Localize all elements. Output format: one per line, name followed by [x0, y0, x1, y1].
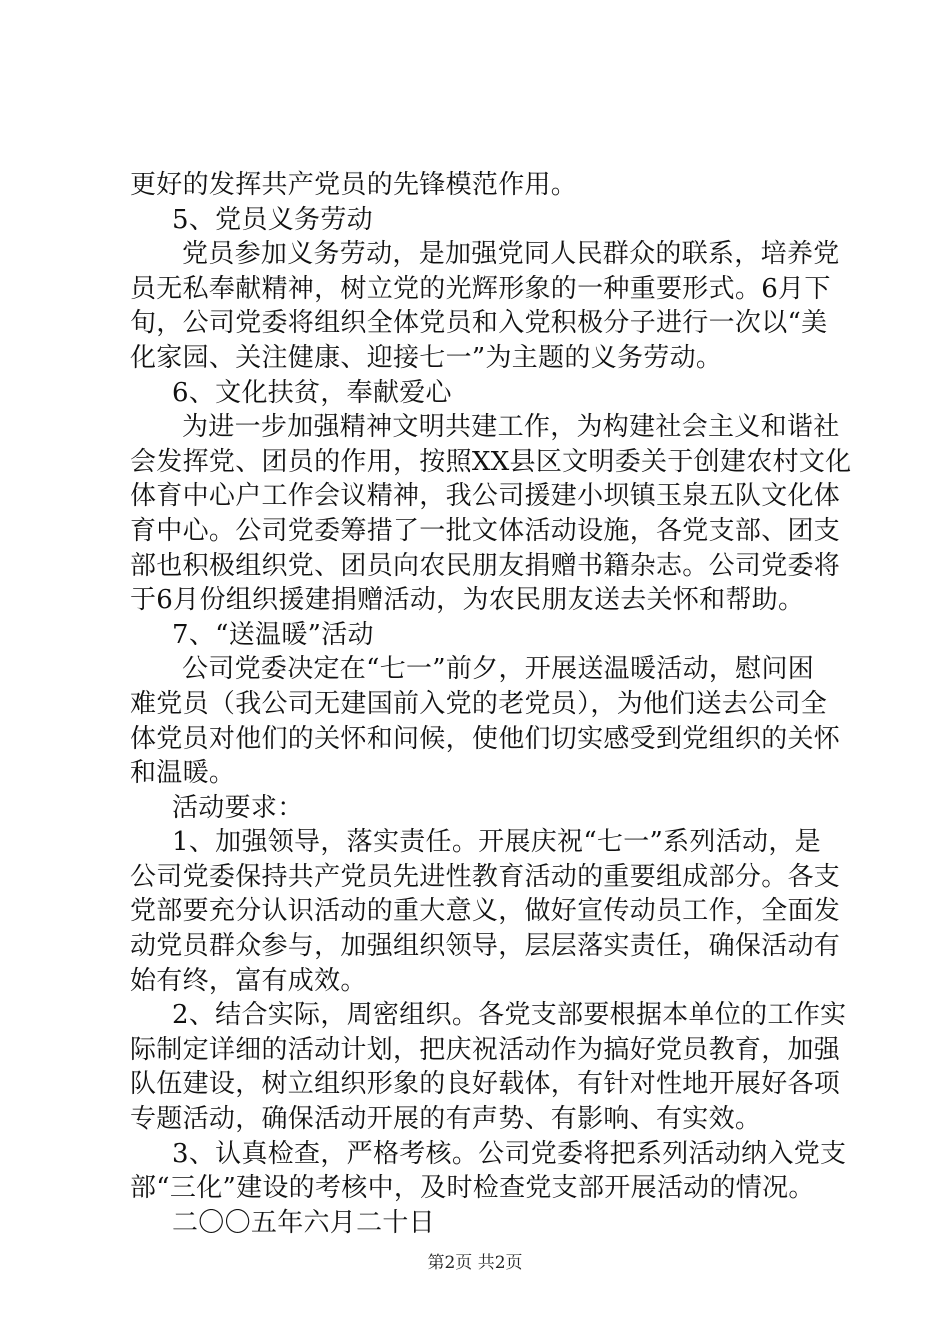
- text-line: 6、文化扶贫，奉献爱心: [172, 377, 452, 408]
- text-line: 专题活动，确保活动开展的有声势、有影响、有实效。: [130, 1104, 762, 1135]
- text-line: 2、结合实际，周密组织。各党支部要根据本单位的工作实: [172, 1000, 847, 1031]
- text-line: 公司党委决定在“七一”前夕，开展送温暖活动，慰问困: [182, 654, 815, 685]
- text-line: 动党员群众参与，加强组织领导，层层落实责任，确保活动有: [130, 931, 841, 962]
- text-line: 部也积极组织党、团员向农民朋友捐赠书籍杂志。公司党委将: [130, 550, 841, 581]
- text-line: 部“三化”建设的考核中，及时检查党支部开展活动的情况。: [130, 1173, 815, 1204]
- text-line: 党部要充分认识活动的重大意义，做好宣传动员工作，全面发: [130, 896, 841, 927]
- text-line: 党员参加义务劳动，是加强党同人民群众的联系，培养党: [182, 239, 840, 270]
- text-line: 化家园、关注健康、迎接七一”为主题的义务劳动。: [130, 342, 723, 373]
- text-line: 公司党委保持共产党员先进性教育活动的重要组成部分。各支: [130, 861, 841, 892]
- page-footer: 第2页 共2页: [427, 1253, 523, 1273]
- text-line: 3、认真检查，严格考核。公司党委将把系列活动纳入党支: [172, 1138, 847, 1169]
- text-line: 7、“送温暖”活动: [172, 619, 374, 650]
- text-line: 育中心。公司党委筹措了一批文体活动设施，各党支部、团支: [130, 515, 841, 546]
- text-line: 会发挥党、团员的作用，按照XX县区文明委关于创建农村文化: [130, 446, 852, 477]
- text-line: 始有终，富有成效。: [130, 965, 367, 996]
- text-line: 5、党员义务劳动: [172, 204, 373, 235]
- document-body: [130, 168, 852, 1240]
- text-line: 和温暖。: [130, 758, 236, 789]
- text-line: 1、加强领导，落实责任。开展庆祝“七一”系列活动，是: [172, 827, 821, 858]
- text-line: 二〇〇五年六月二十日: [172, 1207, 436, 1238]
- text-line: 难党员（我公司无建国前入党的老党员），为他们送去公司全: [130, 688, 828, 719]
- text-line: 队伍建设，树立组织形象的良好载体，有针对性地开展好各项: [130, 1069, 841, 1100]
- text-line: 体党员对他们的关怀和问候，使他们切实感受到党组织的关怀: [130, 723, 841, 754]
- text-line: 际制定详细的活动计划，把庆祝活动作为搞好党员教育，加强: [130, 1034, 841, 1065]
- text-line: 体育中心户工作会议精神，我公司援建小坝镇玉泉五队文化体: [130, 481, 841, 512]
- text-line: 更好的发挥共产党员的先锋模范作用。: [130, 170, 578, 200]
- text-line: 为进一步加强精神文明共建工作，为构建社会主义和谐社: [182, 412, 840, 443]
- text-line: 活动要求：: [172, 792, 304, 823]
- text-line: 旬，公司党委将组织全体党员和入党积极分子进行一次以“美: [130, 308, 828, 339]
- text-line: 员无私奉献精神，树立党的光辉形象的一种重要形式。6月下: [130, 273, 831, 304]
- text-line: 于6月份组织援建捐赠活动，为农民朋友送去关怀和帮助。: [130, 585, 805, 616]
